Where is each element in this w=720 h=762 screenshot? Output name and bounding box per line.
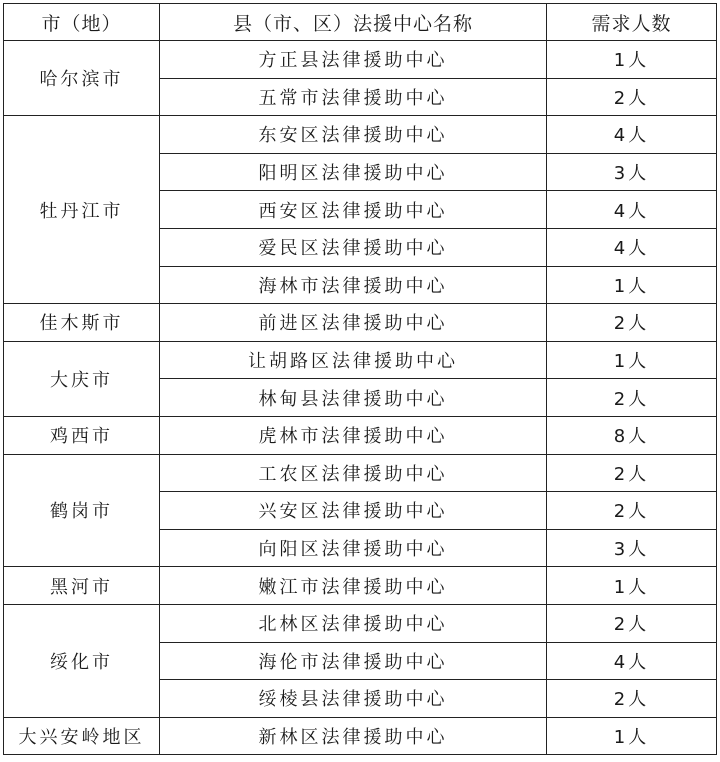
center-name-cell: 爱民区法律援助中心	[160, 228, 547, 266]
center-name-cell: 兴安区法律援助中心	[160, 492, 547, 530]
city-cell: 黑河市	[4, 567, 160, 605]
center-name-cell: 绥棱县法律援助中心	[160, 680, 547, 718]
city-cell: 大兴安岭地区	[4, 717, 160, 755]
demand-count-cell: 4人	[547, 116, 717, 154]
table-row	[4, 41, 717, 79]
city-cell: 鹤岗市	[4, 454, 160, 567]
table-row	[4, 304, 717, 342]
center-name-cell: 林甸县法律援助中心	[160, 379, 547, 417]
demand-count-cell: 2人	[547, 454, 717, 492]
center-name-cell: 向阳区法律援助中心	[160, 529, 547, 567]
table-row	[4, 454, 717, 492]
header-center-name: 县（市、区）法援中心名称	[160, 4, 547, 41]
table-row	[4, 717, 717, 755]
center-name-cell: 阳明区法律援助中心	[160, 153, 547, 191]
center-name-cell: 新林区法律援助中心	[160, 717, 547, 755]
demand-count-cell: 1人	[547, 717, 717, 755]
center-name-cell: 让胡路区法律援助中心	[160, 341, 547, 379]
table-header	[4, 4, 717, 41]
demand-count-cell: 4人	[547, 191, 717, 229]
demand-count-cell: 1人	[547, 41, 717, 79]
city-cell: 绥化市	[4, 604, 160, 717]
center-name-cell: 工农区法律援助中心	[160, 454, 547, 492]
center-name-cell: 东安区法律援助中心	[160, 116, 547, 154]
center-name-cell: 海林市法律援助中心	[160, 266, 547, 304]
demand-count-cell: 1人	[547, 341, 717, 379]
table-body	[4, 41, 717, 755]
city-cell: 哈尔滨市	[4, 41, 160, 116]
demand-count-cell: 4人	[547, 228, 717, 266]
table-row	[4, 416, 717, 454]
city-cell: 大庆市	[4, 341, 160, 416]
center-name-cell: 前进区法律援助中心	[160, 304, 547, 342]
demand-count-cell: 1人	[547, 266, 717, 304]
center-name-cell: 嫩江市法律援助中心	[160, 567, 547, 605]
demand-count-cell: 2人	[547, 379, 717, 417]
demand-count-cell: 2人	[547, 604, 717, 642]
center-name-cell: 虎林市法律援助中心	[160, 416, 547, 454]
table-row	[4, 567, 717, 605]
table-row	[4, 604, 717, 642]
header-row	[4, 4, 717, 41]
center-name-cell: 五常市法律援助中心	[160, 78, 547, 116]
demand-count-cell: 2人	[547, 680, 717, 718]
demand-count-cell: 1人	[547, 567, 717, 605]
demand-count-cell: 2人	[547, 492, 717, 530]
center-name-cell: 方正县法律援助中心	[160, 41, 547, 79]
center-name-cell: 北林区法律援助中心	[160, 604, 547, 642]
demand-count-cell: 3人	[547, 153, 717, 191]
demand-count-cell: 2人	[547, 304, 717, 342]
table-row	[4, 116, 717, 154]
legal-aid-demand-table	[3, 3, 717, 755]
demand-count-cell: 4人	[547, 642, 717, 680]
city-cell: 鸡西市	[4, 416, 160, 454]
demand-count-cell: 3人	[547, 529, 717, 567]
city-cell: 佳木斯市	[4, 304, 160, 342]
demand-count-cell: 2人	[547, 78, 717, 116]
city-cell: 牡丹江市	[4, 116, 160, 304]
header-demand-count: 需求人数	[547, 4, 717, 41]
demand-count-cell: 8人	[547, 416, 717, 454]
table-row	[4, 341, 717, 379]
center-name-cell: 海伦市法律援助中心	[160, 642, 547, 680]
header-city: 市（地）	[4, 4, 160, 41]
center-name-cell: 西安区法律援助中心	[160, 191, 547, 229]
